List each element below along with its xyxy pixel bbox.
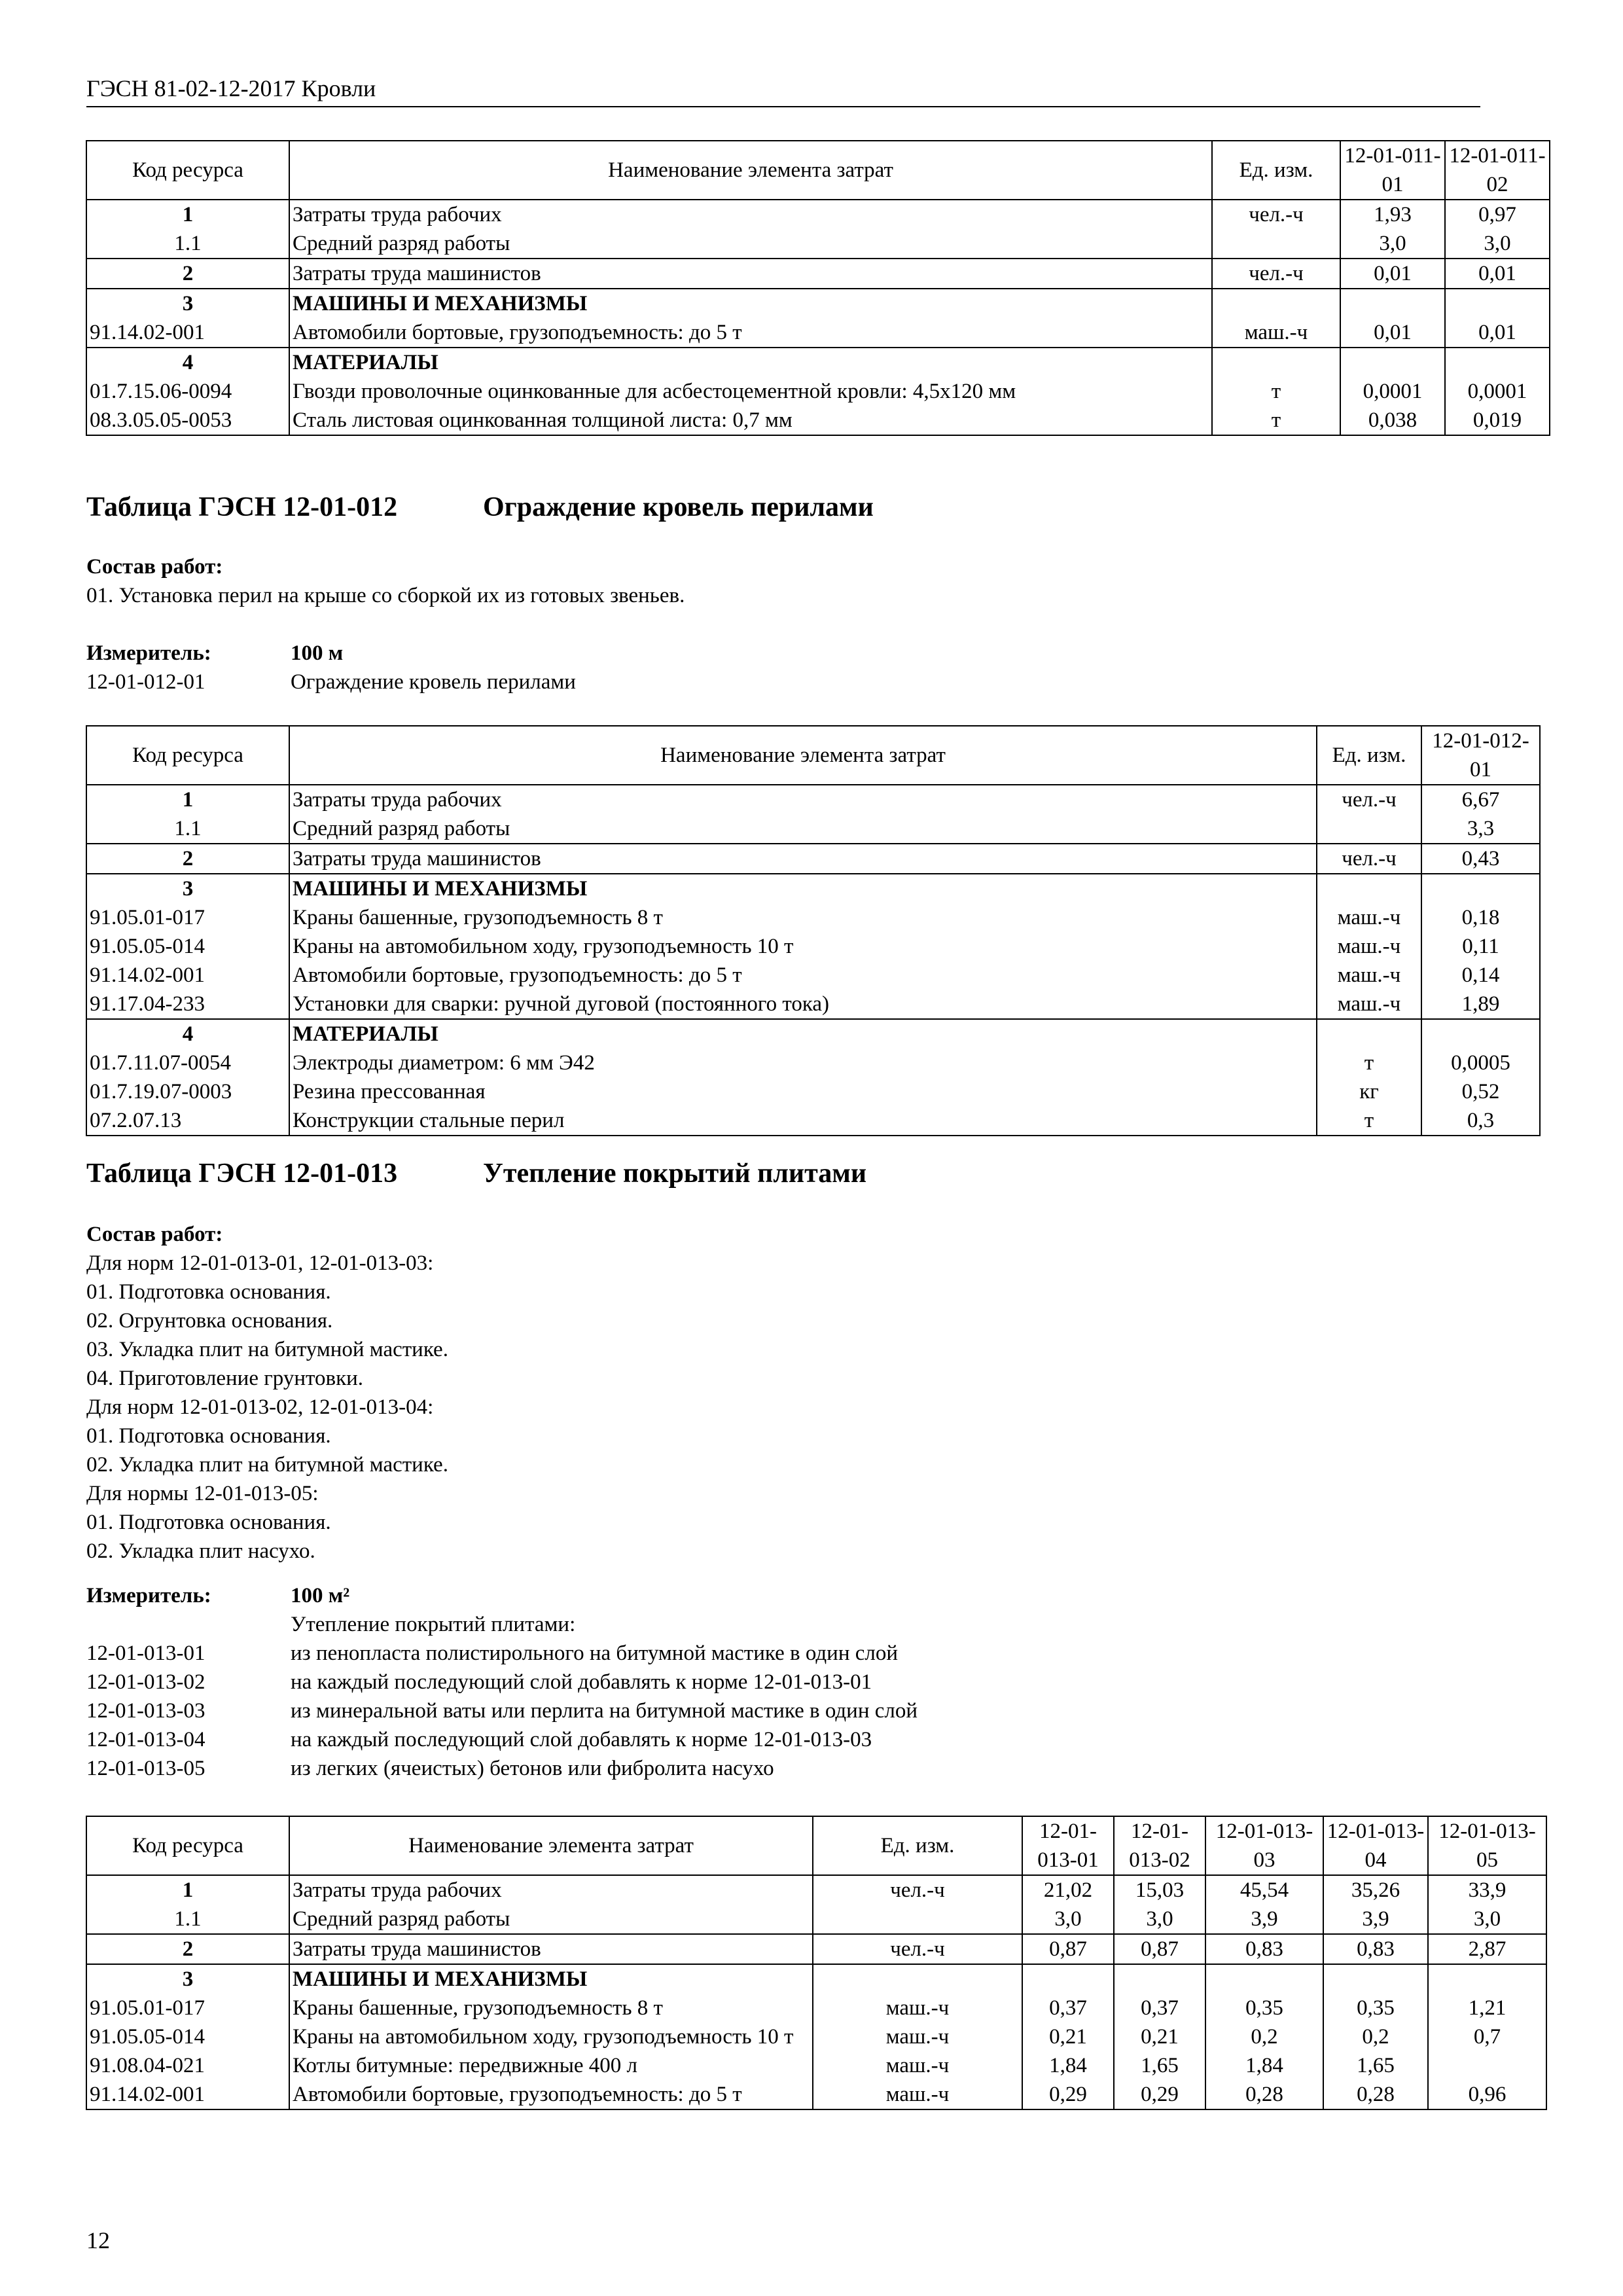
works-block <box>86 552 685 610</box>
table-row <box>86 2051 1546 2080</box>
norm-value: 0,28 <box>1323 2080 1428 2109</box>
norm-value: 0,7 <box>1428 2022 1546 2051</box>
table-row <box>86 785 1540 814</box>
norm-value: 0,83 <box>1323 1934 1428 1964</box>
col-header-norm: 12-01-013-04 <box>1323 1816 1428 1875</box>
norm-value: 3,0 <box>1445 229 1550 259</box>
resource-code: 91.05.01-017 <box>86 903 289 932</box>
resource-unit: маш.-ч <box>1212 318 1340 348</box>
resource-table-12-01-013 <box>86 1816 1547 2110</box>
norm-value: 0,01 <box>1445 259 1550 289</box>
work-item: 01. Подготовка основания. <box>86 1424 331 1448</box>
norm-value: 0,3 <box>1421 1106 1540 1136</box>
resource-code: 91.14.02-001 <box>86 961 289 990</box>
norm-value <box>1022 1964 1114 1994</box>
resource-name: Затраты труда рабочих <box>289 785 1317 814</box>
norm-value: 3,0 <box>1428 1905 1546 1934</box>
resource-code: 01.7.15.06-0094 <box>86 377 289 406</box>
norm-value: 45,54 <box>1205 1875 1323 1905</box>
table-heading-12-01-013 <box>86 1157 867 1190</box>
resource-code: 01.7.11.07-0054 <box>86 1049 289 1077</box>
col-header-unit: Ед. изм. <box>813 1816 1022 1875</box>
resource-unit: т <box>1212 377 1340 406</box>
norm-value: 35,26 <box>1323 1875 1428 1905</box>
resource-group-name: МАШИНЫ И МЕХАНИЗМЫ <box>289 289 1212 318</box>
resource-code: 4 <box>86 1019 289 1049</box>
norm-value: 0,0001 <box>1340 377 1445 406</box>
norm-value: 1,89 <box>1421 990 1540 1019</box>
table-title: Ограждение кровель перилами <box>483 492 874 522</box>
resource-unit <box>813 1905 1022 1934</box>
resource-group-name: МАТЕРИАЛЫ <box>289 348 1212 377</box>
work-item: 02. Укладка плит на битумной мастике. <box>86 1453 448 1477</box>
norm-value: 0,14 <box>1421 961 1540 990</box>
resource-name: Затраты труда машинистов <box>289 1934 813 1964</box>
resource-group-name: МАШИНЫ И МЕХАНИЗМЫ <box>289 874 1317 903</box>
col-header-code: Код ресурса <box>86 1816 289 1875</box>
resource-unit: маш.-ч <box>813 2051 1022 2080</box>
norm-value <box>1428 2051 1546 2080</box>
norm-value: 0,87 <box>1114 1934 1205 1964</box>
col-header-unit: Ед. изм. <box>1317 726 1421 785</box>
meter-value: 100 м² <box>291 1584 350 1607</box>
norm-value: 1,93 <box>1340 200 1445 229</box>
norm-value: 33,9 <box>1428 1875 1546 1905</box>
norm-description: из пенопласта полистирольного на битумной мастике в один слой <box>291 1641 899 1665</box>
norm-value <box>1340 289 1445 318</box>
norm-value: 0,28 <box>1205 2080 1323 2109</box>
norm-value: 15,03 <box>1114 1875 1205 1905</box>
norm-code: 12-01-012-01 <box>86 670 205 694</box>
resource-name: Краны башенные, грузоподъемность 8 т <box>289 1994 813 2022</box>
col-header-norm: 12-01-012-01 <box>1421 726 1540 785</box>
resource-name: Краны башенные, грузоподъемность 8 т <box>289 903 1317 932</box>
resource-unit <box>1317 1019 1421 1049</box>
resource-unit: чел.-ч <box>1212 200 1340 229</box>
resource-unit: маш.-ч <box>1317 961 1421 990</box>
norm-value: 0,18 <box>1421 903 1540 932</box>
table-row <box>86 961 1540 990</box>
norm-description: из минеральной ваты или перлита на битумной мастике в один слой <box>291 1699 918 1723</box>
norm-value: 0,29 <box>1114 2080 1205 2109</box>
resource-name: Средний разряд работы <box>289 814 1317 844</box>
norm-value <box>1340 348 1445 377</box>
table-label: Таблица ГЭСН 12-01-012 <box>86 492 398 522</box>
resource-unit: маш.-ч <box>1317 903 1421 932</box>
resource-unit: маш.-ч <box>813 1994 1022 2022</box>
resource-unit: чел.-ч <box>813 1934 1022 1964</box>
page-number: 12 <box>86 2227 110 2253</box>
norm-value: 0,21 <box>1022 2022 1114 2051</box>
resource-code: 07.2.07.13 <box>86 1106 289 1136</box>
work-item: 01. Подготовка основания. <box>86 1511 331 1534</box>
resource-code: 91.14.02-001 <box>86 318 289 348</box>
norm-value: 0,43 <box>1421 844 1540 874</box>
table-row <box>86 259 1550 289</box>
norm-value: 0,37 <box>1022 1994 1114 2022</box>
resource-unit: чел.-ч <box>1317 844 1421 874</box>
norm-value: 0,96 <box>1428 2080 1546 2109</box>
resource-code: 1 <box>86 785 289 814</box>
col-header-name: Наименование элемента затрат <box>289 1816 813 1875</box>
norm-description: Ограждение кровель перилами <box>291 670 576 694</box>
resource-code: 4 <box>86 348 289 377</box>
resource-unit: кг <box>1317 1077 1421 1106</box>
meter-block <box>86 639 1264 696</box>
resource-unit: чел.-ч <box>813 1875 1022 1905</box>
resource-name: Автомобили бортовые, грузоподъемность: до 5 т <box>289 318 1212 348</box>
norm-value <box>1114 1964 1205 1994</box>
resource-code: 1.1 <box>86 1905 289 1934</box>
resource-unit <box>1317 814 1421 844</box>
resource-name: Средний разряд работы <box>289 229 1212 259</box>
resource-unit: чел.-ч <box>1317 785 1421 814</box>
work-item: Для нормы 12-01-013-05: <box>86 1482 319 1505</box>
norm-description: на каждый последующий слой добавлять к норме 12-01-013-03 <box>291 1728 872 1751</box>
resource-unit: т <box>1212 406 1340 435</box>
meter-description: Утепление покрытий плитами: <box>291 1613 576 1636</box>
norm-value: 3,9 <box>1205 1905 1323 1934</box>
norm-value: 0,0001 <box>1445 377 1550 406</box>
resource-code: 1.1 <box>86 229 289 259</box>
norm-value: 0,019 <box>1445 406 1550 435</box>
table-row <box>86 289 1550 318</box>
norm-value: 0,01 <box>1340 259 1445 289</box>
norm-value: 1,84 <box>1205 2051 1323 2080</box>
norm-value: 0,83 <box>1205 1934 1323 1964</box>
resource-code: 91.05.01-017 <box>86 1994 289 2022</box>
works-label: Состав работ: <box>86 1223 223 1246</box>
norm-value: 1,84 <box>1022 2051 1114 2080</box>
resource-unit: маш.-ч <box>813 2022 1022 2051</box>
table-row <box>86 1905 1546 1934</box>
resource-code: 91.14.02-001 <box>86 2080 289 2109</box>
resource-unit: маш.-ч <box>1317 990 1421 1019</box>
norm-value: 0,11 <box>1421 932 1540 961</box>
resource-name: Затраты труда рабочих <box>289 200 1212 229</box>
norm-value: 3,0 <box>1340 229 1445 259</box>
resource-unit <box>1212 289 1340 318</box>
table-row <box>86 1875 1546 1905</box>
resource-group-name: МАТЕРИАЛЫ <box>289 1019 1317 1049</box>
resource-unit <box>1317 874 1421 903</box>
norm-value: 0,35 <box>1205 1994 1323 2022</box>
resource-code: 3 <box>86 289 289 318</box>
norm-value: 1,21 <box>1428 1994 1546 2022</box>
table-row <box>86 1019 1540 1049</box>
norm-value <box>1421 874 1540 903</box>
resource-name: Сталь листовая оцинкованная толщиной листа: 0,7 мм <box>289 406 1212 435</box>
resource-code: 1 <box>86 1875 289 1905</box>
norm-value: 0,21 <box>1114 2022 1205 2051</box>
norm-value: 3,9 <box>1323 1905 1428 1934</box>
col-header-norm: 12-01-013-03 <box>1205 1816 1323 1875</box>
resource-unit <box>813 1964 1022 1994</box>
norm-description: на каждый последующий слой добавлять к норме 12-01-013-01 <box>291 1670 872 1694</box>
resource-name: Краны на автомобильном ходу, грузоподъемность 10 т <box>289 2022 813 2051</box>
resource-code: 91.08.04-021 <box>86 2051 289 2080</box>
resource-unit <box>1212 348 1340 377</box>
resource-code: 1.1 <box>86 814 289 844</box>
works-label: Состав работ: <box>86 555 223 579</box>
meter-block <box>86 1581 1330 1783</box>
col-header-norm: 12-01-013-02 <box>1114 1816 1205 1875</box>
work-item: Для норм 12-01-013-02, 12-01-013-04: <box>86 1395 434 1419</box>
meter-value: 100 м <box>291 641 344 665</box>
col-header-unit: Ед. изм. <box>1212 141 1340 200</box>
table-row <box>86 406 1550 435</box>
table-row <box>86 874 1540 903</box>
norm-value <box>1323 1964 1428 1994</box>
resource-name: Гвозди проволочные оцинкованные для асбестоцементной кровли: 4,5x120 мм <box>289 377 1212 406</box>
resource-unit: маш.-ч <box>1317 932 1421 961</box>
resource-name: Котлы битумные: передвижные 400 л <box>289 2051 813 2080</box>
norm-code: 12-01-013-02 <box>86 1670 205 1694</box>
resource-name: Автомобили бортовые, грузоподъемность: до 5 т <box>289 961 1317 990</box>
table-row <box>86 377 1550 406</box>
table-label: Таблица ГЭСН 12-01-013 <box>86 1158 398 1189</box>
resource-name: Электроды диаметром: 6 мм Э42 <box>289 1049 1317 1077</box>
resource-table-12-01-012 <box>86 725 1541 1136</box>
table-row <box>86 814 1540 844</box>
norm-value: 0,35 <box>1323 1994 1428 2022</box>
table-row <box>86 200 1550 229</box>
resource-name: Конструкции стальные перил <box>289 1106 1317 1136</box>
table-row <box>86 1077 1540 1106</box>
resource-code: 2 <box>86 259 289 289</box>
resource-unit: чел.-ч <box>1212 259 1340 289</box>
col-header-norm: 12-01-011-02 <box>1445 141 1550 200</box>
resource-code: 3 <box>86 1964 289 1994</box>
work-item: Для норм 12-01-013-01, 12-01-013-03: <box>86 1251 434 1275</box>
table-row <box>86 229 1550 259</box>
table-row <box>86 1994 1546 2022</box>
table-row <box>86 348 1550 377</box>
norm-value <box>1428 1964 1546 1994</box>
table-row <box>86 1964 1546 1994</box>
resource-name: Установки для сварки: ручной дуговой (постоянного тока) <box>289 990 1317 1019</box>
norm-value <box>1445 348 1550 377</box>
page-header: ГЭСН 81-02-12-2017 Кровли <box>86 73 1480 107</box>
norm-value: 0,038 <box>1340 406 1445 435</box>
norm-value: 0,01 <box>1340 318 1445 348</box>
table-heading-12-01-012 <box>86 491 874 524</box>
table-row <box>86 1049 1540 1077</box>
resource-code: 2 <box>86 844 289 874</box>
norm-value: 3,3 <box>1421 814 1540 844</box>
resource-unit: т <box>1317 1106 1421 1136</box>
table-row <box>86 932 1540 961</box>
table-row <box>86 903 1540 932</box>
resource-code: 08.3.05.05-0053 <box>86 406 289 435</box>
table-row <box>86 844 1540 874</box>
resource-name: Затраты труда рабочих <box>289 1875 813 1905</box>
norm-value: 0,01 <box>1445 318 1550 348</box>
table-title: Утепление покрытий плитами <box>483 1158 867 1189</box>
norm-code: 12-01-013-03 <box>86 1699 205 1723</box>
resource-name: Резина прессованная <box>289 1077 1317 1106</box>
norm-value: 0,97 <box>1445 200 1550 229</box>
work-item: 01. Подготовка основания. <box>86 1280 331 1304</box>
resource-name: Краны на автомобильном ходу, грузоподъемность 10 т <box>289 932 1317 961</box>
resource-name: Затраты труда машинистов <box>289 844 1317 874</box>
norm-code: 12-01-013-04 <box>86 1728 205 1751</box>
work-item: 02. Укладка плит насухо. <box>86 1539 315 1563</box>
table-row <box>86 2022 1546 2051</box>
meter-label: Измеритель: <box>86 1584 211 1607</box>
resource-code: 3 <box>86 874 289 903</box>
norm-value: 6,67 <box>1421 785 1540 814</box>
work-item: 04. Приготовление грунтовки. <box>86 1367 364 1390</box>
resource-unit: т <box>1317 1049 1421 1077</box>
resource-code: 91.17.04-233 <box>86 990 289 1019</box>
resource-unit: маш.-ч <box>813 2080 1022 2109</box>
norm-value <box>1205 1964 1323 1994</box>
resource-code: 2 <box>86 1934 289 1964</box>
norm-value <box>1445 289 1550 318</box>
norm-value: 0,0005 <box>1421 1049 1540 1077</box>
table-row <box>86 2080 1546 2109</box>
table-row <box>86 1106 1540 1136</box>
resource-code: 91.05.05-014 <box>86 2022 289 2051</box>
col-header-norm: 12-01-011-01 <box>1340 141 1445 200</box>
resource-table-12-01-011 <box>86 140 1550 436</box>
norm-value: 0,2 <box>1205 2022 1323 2051</box>
norm-value: 2,87 <box>1428 1934 1546 1964</box>
norm-value <box>1421 1019 1540 1049</box>
norm-code: 12-01-013-01 <box>86 1641 205 1665</box>
norm-description: из легких (ячеистых) бетонов или фибролита насухо <box>291 1757 774 1780</box>
work-item: 03. Укладка плит на битумной мастике. <box>86 1338 448 1361</box>
norm-value: 3,0 <box>1114 1905 1205 1934</box>
works-block <box>86 1220 448 1566</box>
col-header-name: Наименование элемента затрат <box>289 726 1317 785</box>
table-row <box>86 318 1550 348</box>
norm-value: 21,02 <box>1022 1875 1114 1905</box>
resource-code: 1 <box>86 200 289 229</box>
norm-value: 0,87 <box>1022 1934 1114 1964</box>
table-row <box>86 1934 1546 1964</box>
norm-value: 0,37 <box>1114 1994 1205 2022</box>
col-header-code: Код ресурса <box>86 726 289 785</box>
resource-group-name: МАШИНЫ И МЕХАНИЗМЫ <box>289 1964 813 1994</box>
work-item: 01. Установка перил на крыше со сборкой их из готовых звеньев. <box>86 584 685 607</box>
table-row <box>86 990 1540 1019</box>
resource-name: Затраты труда машинистов <box>289 259 1212 289</box>
col-header-norm: 12-01-013-05 <box>1428 1816 1546 1875</box>
resource-code: 91.05.05-014 <box>86 932 289 961</box>
norm-value: 3,0 <box>1022 1905 1114 1934</box>
resource-name: Автомобили бортовые, грузоподъемность: до 5 т <box>289 2080 813 2109</box>
col-header-name: Наименование элемента затрат <box>289 141 1212 200</box>
norm-value: 1,65 <box>1323 2051 1428 2080</box>
col-header-norm: 12-01-013-01 <box>1022 1816 1114 1875</box>
norm-code: 12-01-013-05 <box>86 1757 205 1780</box>
work-item: 02. Огрунтовка основания. <box>86 1309 333 1333</box>
norm-value: 0,52 <box>1421 1077 1540 1106</box>
resource-name: Средний разряд работы <box>289 1905 813 1934</box>
col-header-code: Код ресурса <box>86 141 289 200</box>
meter-label: Измеритель: <box>86 641 211 665</box>
resource-unit <box>1212 229 1340 259</box>
resource-code: 01.7.19.07-0003 <box>86 1077 289 1106</box>
norm-value: 0,2 <box>1323 2022 1428 2051</box>
norm-value: 0,29 <box>1022 2080 1114 2109</box>
norm-value: 1,65 <box>1114 2051 1205 2080</box>
